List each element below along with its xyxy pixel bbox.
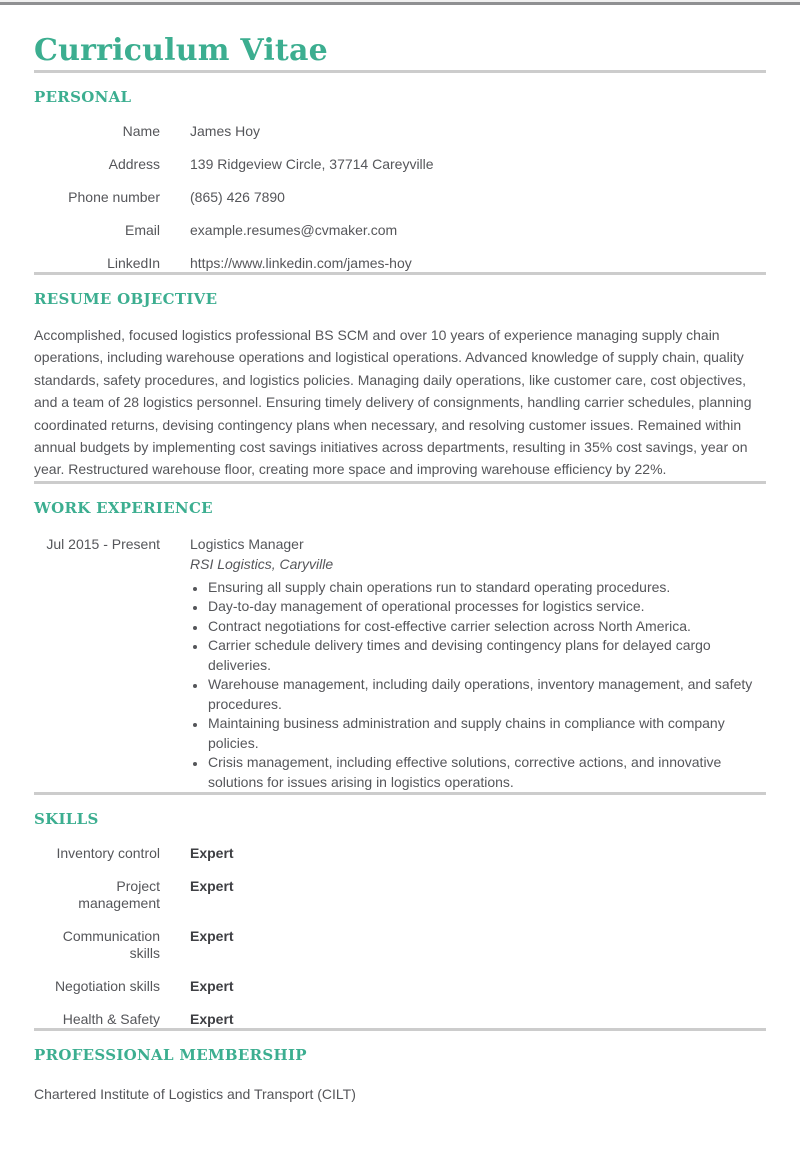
section-heading-personal: PERSONAL: [34, 88, 132, 106]
job-duty-item: • Day-to-day management of operational processes for logistics service.: [207, 597, 766, 617]
skill-name: Health & Safety: [62, 1011, 160, 1028]
field-label: Phone number: [68, 189, 160, 205]
field-value: 139 Ridgeview Circle, 37714 Careyville: [190, 156, 434, 172]
field-label: LinkedIn: [107, 255, 160, 271]
skill-name: Project management: [78, 878, 160, 912]
field-label: Email: [124, 222, 160, 238]
field-label: Name: [122, 123, 160, 139]
section-heading-work-experience: WORK EXPERIENCE: [34, 498, 213, 517]
personal-field-address: [34, 156, 766, 173]
field-value: example.resumes@cvmaker.com: [190, 222, 398, 238]
personal-field-name: [34, 123, 766, 140]
field-value: (865) 426 7890: [190, 189, 285, 205]
skill-level: Expert: [190, 845, 234, 862]
skill-name: Communication skills: [62, 928, 160, 962]
skill-row: [34, 878, 766, 912]
section-skills: [34, 810, 766, 1028]
cv-content: [0, 32, 800, 1103]
section-work-experience: [34, 499, 766, 793]
resume-objective-text: Accomplished, focused logistics professional BS SCM and over 10 years of experience managing supply chain operations, including warehouse operations and logistical operations. Advanced knowledge of supply chain, quality standards, safety procedures, and logistics policies. Managing daily operations, like customer care, cost objectives, and a team of 28 logistics personnel. Ensuring timely delivery of consignments, handling carrier schedules, planning coordinated returns, devising contingency plans when necessary, and resolving customer issues. Remained within annual budgets by implementing cost savings initiatives across departments, resulting in 35% cost savings, year on year. Restructured warehouse floor, creating more space and improving warehouse efficiency by 22%.: [34, 327, 752, 478]
job-duty-item: • Contract negotiations for cost-effective carrier selection across North America.: [207, 617, 766, 637]
job-duty-item: • Maintaining business administration and supply chains in compliance with company policies.: [207, 714, 766, 753]
field-label: Address: [108, 156, 160, 172]
section-heading-professional-membership: PROFESSIONAL MEMBERSHIP: [34, 1046, 307, 1065]
personal-field-linkedin: [34, 255, 766, 272]
page-title: Curriculum Vitae: [34, 33, 328, 68]
personal-fields: [34, 123, 766, 272]
job-duty-item: • Crisis management, including effective solutions, corrective actions, and innovative solutions for issues arising in logistics operations.: [207, 753, 766, 792]
work-experience-entry: [34, 534, 766, 793]
work-experience-period: Jul 2015 - Present: [46, 535, 160, 552]
personal-field-phone: [34, 189, 766, 206]
field-value: https://www.linkedin.com/james-hoy: [190, 255, 412, 271]
skill-level: Expert: [190, 978, 234, 995]
skill-row: [34, 928, 766, 962]
section-divider: [34, 70, 766, 73]
job-duty-item: • Carrier schedule delivery times and devising contingency plans for delayed cargo deliveries.: [207, 636, 766, 675]
skill-row: [34, 845, 766, 862]
job-title: Logistics Manager: [190, 535, 304, 552]
skill-name: Inventory control: [56, 845, 160, 862]
work-experience-details: [190, 534, 766, 793]
company-name: RSI Logistics, Caryville: [190, 555, 334, 572]
section-divider: [34, 481, 766, 484]
section-divider: [34, 272, 766, 275]
page-top-border-dark: [0, 2, 800, 5]
section-resume-objective: [34, 290, 766, 481]
skill-name: Negotiation skills: [54, 978, 160, 995]
section-personal: [34, 88, 766, 272]
job-duty-item: • Ensuring all supply chain operations run to standard operating procedures.: [207, 578, 766, 598]
skill-row: [34, 1011, 766, 1028]
section-divider: [34, 792, 766, 795]
skill-row: [34, 978, 766, 995]
field-value: James Hoy: [190, 123, 261, 139]
skill-rows: [34, 845, 766, 1028]
skill-level: Expert: [190, 878, 234, 895]
membership-item: Chartered Institute of Logistics and Transport (CILT): [34, 1086, 356, 1103]
job-duty-list: [190, 578, 766, 793]
skill-level: Expert: [190, 928, 234, 945]
section-divider: [34, 1028, 766, 1031]
section-professional-membership: [34, 1046, 766, 1103]
section-heading-resume-objective: RESUME OBJECTIVE: [34, 290, 218, 308]
personal-field-email: [34, 222, 766, 239]
job-duty-item: • Warehouse management, including daily operations, inventory management, and safety procedures.: [207, 675, 766, 714]
section-heading-skills: SKILLS: [34, 810, 99, 829]
skill-level: Expert: [190, 1011, 234, 1028]
